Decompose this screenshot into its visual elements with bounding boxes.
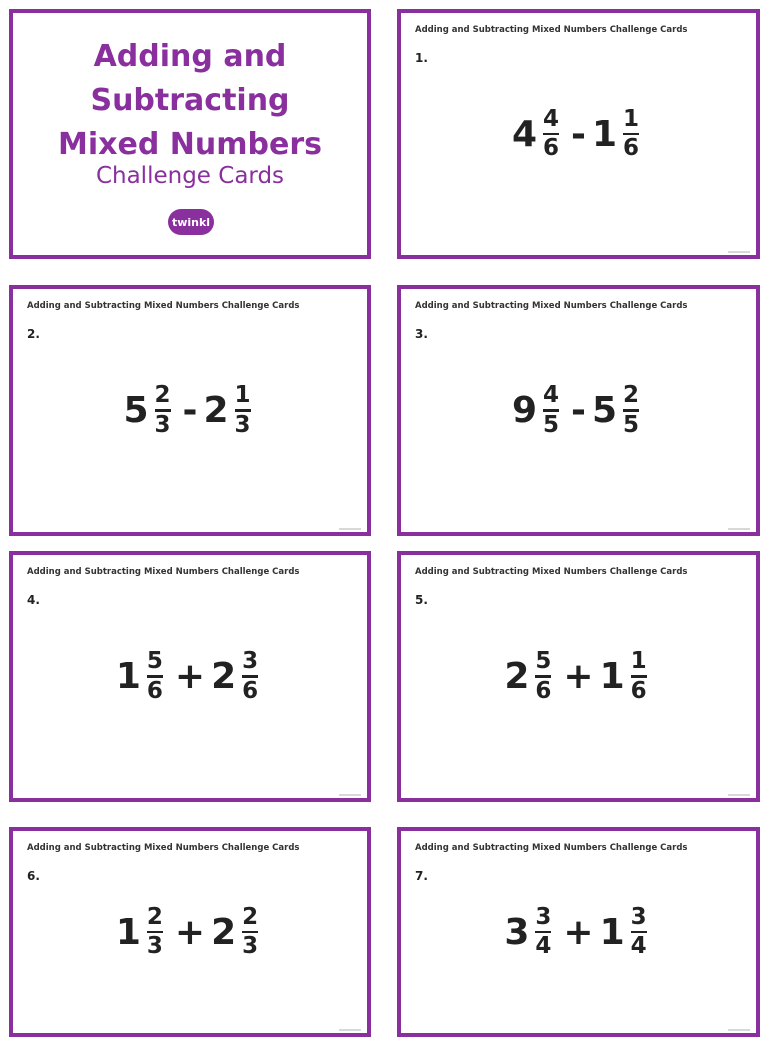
whole-number-1: 9 xyxy=(511,390,537,431)
title-line-3: Mixed Numbers xyxy=(58,127,322,162)
whole-number-1: 5 xyxy=(123,390,149,431)
challenge-card-7 xyxy=(397,827,760,1037)
denominator-2: 5 xyxy=(623,411,640,438)
fraction-2 xyxy=(623,105,640,162)
whole-number-2: 5 xyxy=(591,390,618,431)
mixed-number-expression xyxy=(401,13,756,255)
denominator-2: 4 xyxy=(630,933,647,960)
fraction-2 xyxy=(242,903,259,960)
footer-mark xyxy=(728,1029,750,1031)
whole-number-2: 1 xyxy=(591,113,618,155)
whole-number-1: 3 xyxy=(504,911,530,953)
footer-mark xyxy=(728,528,750,530)
footer-mark xyxy=(339,794,361,796)
denominator-1: 6 xyxy=(146,677,163,704)
operator: + xyxy=(174,911,206,953)
card-number: 4. xyxy=(27,593,40,607)
challenge-card-2 xyxy=(9,285,371,536)
card-header: Adding and Subtracting Mixed Numbers Challenge Cards xyxy=(415,301,688,311)
operator: - xyxy=(182,390,198,431)
operator: - xyxy=(571,113,586,155)
card-header: Adding and Subtracting Mixed Numbers Challenge Cards xyxy=(27,567,300,577)
denominator-1: 5 xyxy=(543,411,560,438)
card-header: Adding and Subtracting Mixed Numbers Challenge Cards xyxy=(27,301,300,311)
challenge-card-6 xyxy=(9,827,371,1037)
mixed-number-expression xyxy=(401,289,756,532)
operator: - xyxy=(571,390,586,431)
numerator-2: 2 xyxy=(623,382,640,409)
title-line-2: Subtracting xyxy=(90,83,290,118)
whole-number-1: 2 xyxy=(504,656,530,697)
numerator-2: 3 xyxy=(630,903,647,930)
numerator-1: 2 xyxy=(154,382,171,409)
card-header: Adding and Subtracting Mixed Numbers Challenge Cards xyxy=(415,567,688,577)
title-line-1: Adding and xyxy=(93,39,287,74)
footer-mark xyxy=(728,251,750,253)
mixed-number-expression xyxy=(401,555,756,798)
whole-number-2: 2 xyxy=(211,656,237,697)
numerator-2: 1 xyxy=(630,648,647,675)
footer-mark xyxy=(339,1029,361,1031)
fraction-1 xyxy=(146,903,163,960)
denominator-1: 3 xyxy=(146,933,163,960)
card-number: 6. xyxy=(27,869,40,883)
card-header: Adding and Subtracting Mixed Numbers Challenge Cards xyxy=(27,843,300,853)
fraction-1 xyxy=(155,384,171,437)
denominator-1: 6 xyxy=(535,677,552,704)
challenge-card-3 xyxy=(397,285,760,536)
fraction-2 xyxy=(623,384,639,437)
whole-number-2: 1 xyxy=(599,911,625,953)
fraction-1 xyxy=(543,105,560,162)
card-number: 3. xyxy=(415,327,428,341)
fraction-2 xyxy=(630,903,647,960)
whole-number-1: 1 xyxy=(115,911,141,953)
mixed-number-expression xyxy=(401,831,756,1033)
denominator-2: 3 xyxy=(242,933,259,960)
fraction-2 xyxy=(631,650,647,703)
whole-number-1: 4 xyxy=(511,113,537,155)
card-number: 7. xyxy=(415,869,428,883)
footer-mark xyxy=(728,794,750,796)
fraction-1 xyxy=(543,384,559,437)
challenge-card-4 xyxy=(9,551,371,802)
card-header: Adding and Subtracting Mixed Numbers Challenge Cards xyxy=(415,843,688,853)
title-card xyxy=(9,9,371,259)
subtitle: Challenge Cards xyxy=(95,163,285,189)
fraction-1 xyxy=(535,903,552,960)
denominator-2: 6 xyxy=(623,135,640,162)
numerator-1: 5 xyxy=(146,648,163,675)
twinkl-logo: twinkl xyxy=(168,209,214,235)
numerator-2: 1 xyxy=(623,105,640,132)
mixed-number-expression xyxy=(13,831,367,1033)
numerator-1: 5 xyxy=(535,648,552,675)
fraction-2 xyxy=(242,650,258,703)
whole-number-2: 2 xyxy=(211,911,237,953)
whole-number-2: 2 xyxy=(203,390,229,431)
numerator-1: 3 xyxy=(535,903,552,930)
card-number: 2. xyxy=(27,327,40,341)
denominator-2: 6 xyxy=(630,677,647,704)
numerator-1: 4 xyxy=(543,105,560,132)
card-header: Adding and Subtracting Mixed Numbers Challenge Cards xyxy=(415,25,688,35)
operator: + xyxy=(563,656,594,697)
denominator-1: 3 xyxy=(154,411,171,438)
operator: + xyxy=(174,656,206,697)
denominator-1: 6 xyxy=(543,135,560,162)
numerator-2: 1 xyxy=(234,382,251,409)
fraction-1 xyxy=(147,650,163,703)
operator: + xyxy=(563,911,594,953)
challenge-card-5 xyxy=(397,551,760,802)
denominator-2: 6 xyxy=(242,677,259,704)
fraction-2 xyxy=(235,384,251,437)
fraction-1 xyxy=(535,650,551,703)
whole-number-2: 1 xyxy=(599,656,625,697)
denominator-2: 3 xyxy=(234,411,251,438)
mixed-number-expression xyxy=(13,555,367,798)
numerator-1: 4 xyxy=(543,382,560,409)
footer-mark xyxy=(339,528,361,530)
mixed-number-expression xyxy=(13,289,367,532)
numerator-1: 2 xyxy=(146,903,163,930)
whole-number-1: 1 xyxy=(115,656,141,697)
challenge-card-1 xyxy=(397,9,760,259)
card-number: 1. xyxy=(415,51,428,65)
card-number: 5. xyxy=(415,593,428,607)
numerator-2: 3 xyxy=(242,648,259,675)
title xyxy=(13,35,367,167)
denominator-1: 4 xyxy=(535,933,552,960)
numerator-2: 2 xyxy=(242,903,259,930)
